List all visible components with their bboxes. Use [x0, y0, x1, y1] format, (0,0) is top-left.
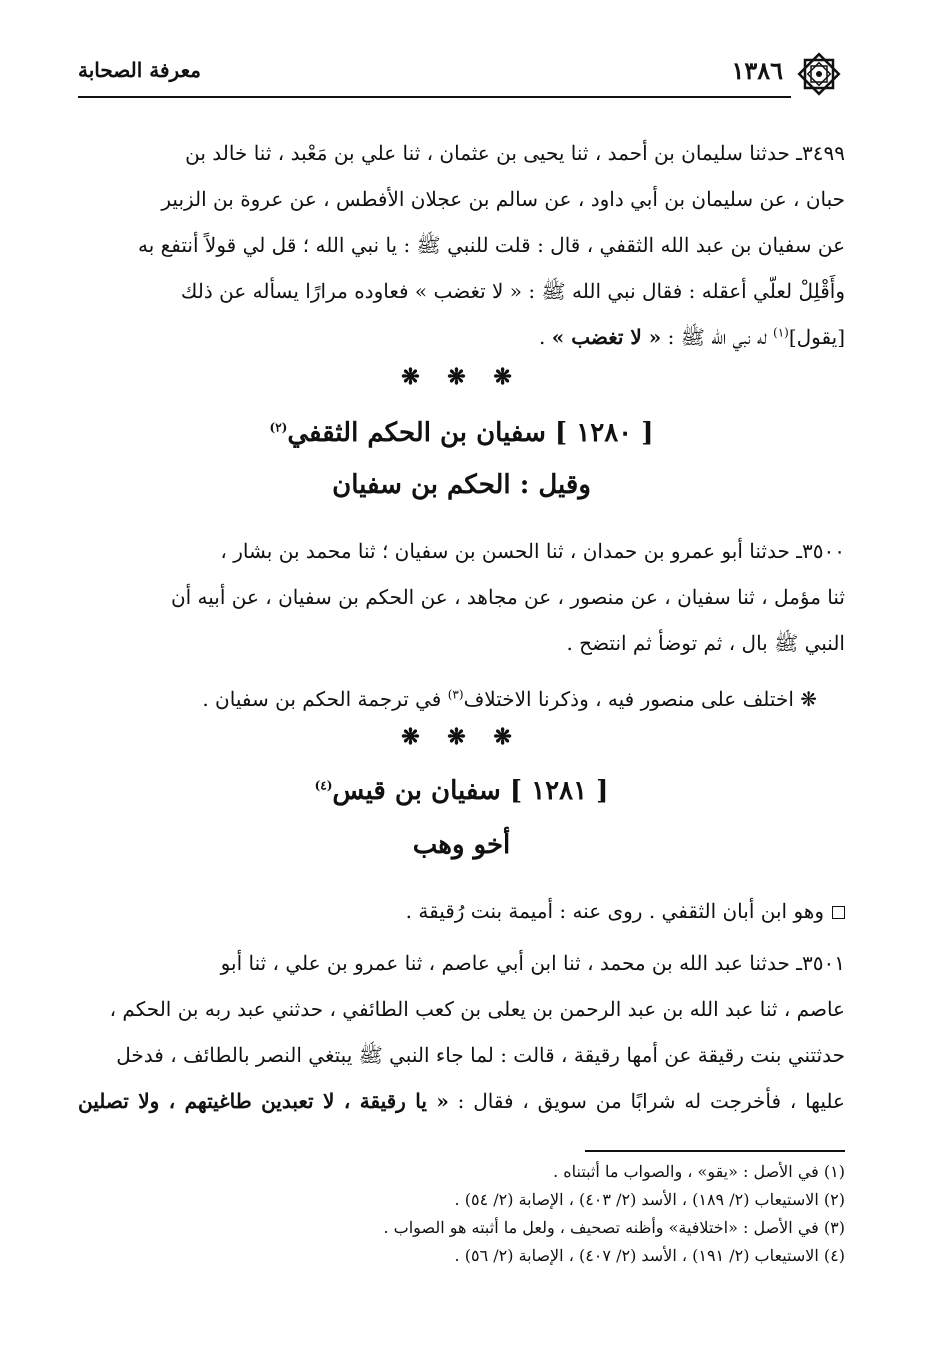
hadith-3501 — [78, 940, 845, 1124]
bold-quote: « يا رقيقة ، لا تعبدين طاغيتهم ، ولا تصلين — [78, 1089, 449, 1113]
text-line: وأَقْلِلْ لعلّي أعقله : فقال نبي الله ﷺ : « لا تغضب » فعاوده مرارًا يسأله عن ذلك — [180, 279, 845, 303]
text-line — [78, 314, 845, 360]
square-bullet-icon — [832, 906, 845, 919]
entry-title-text: [ ١٢٨٠ ] سفيان بن الحكم الثقفي — [287, 418, 654, 448]
page-header — [78, 52, 845, 98]
hadith-3500 — [78, 528, 845, 666]
book-page — [78, 0, 845, 1351]
text-line: عاصم ، ثنا عبد الله بن عبد الرحمن بن يعلى بن كعب الطائفي ، حدثني عبد ربه بن الحكم ، — [109, 997, 845, 1021]
line-text: ❋ اختلف على منصور فيه ، وذكرنا الاختلاف — [463, 687, 817, 711]
text-line: ٣٥٠٠ـ حدثنا أبو عمرو بن حمدان ، ثنا الحسن بن سفيان ؛ ثنا محمد بن بشار ، — [220, 539, 845, 563]
text-line — [78, 676, 817, 722]
text-line: ثنا مؤمل ، ثنا سفيان ، عن منصور ، عن مجاهد ، عن الحكم بن سفيان ، عن أبيه أن — [170, 585, 845, 609]
bio-1281 — [78, 888, 845, 934]
footnote-2: (٢) الاستيعاب (٢/ ١٨٩) ، الأسد (٢/ ٤٠٣) ، الإصابة (٢/ ٥٤) . — [454, 1190, 845, 1209]
footnotes — [78, 1158, 845, 1270]
line-text: في ترجمة الحكم بن سفيان . — [202, 687, 448, 711]
footnote-rule — [585, 1150, 845, 1152]
footnote-ref: (٢) — [269, 420, 288, 435]
running-title: معرفة الصحابة — [78, 58, 201, 82]
entry-1280-title — [78, 418, 845, 448]
entry-title-text: [ ١٢٨١ ] سفيان بن قيس — [332, 776, 609, 806]
hadith-3499 — [78, 130, 845, 360]
line-text: وهو ابن أبان الثقفي . روى عنه : أميمة بنت رُقيقة . — [405, 899, 824, 923]
footnote-1: (١) في الأصل : «يقو» ، والصواب ما أثبتناه . — [553, 1162, 845, 1181]
page-number: ١٣٨٦ — [731, 56, 783, 85]
bracket-text: [يقول] — [788, 325, 845, 349]
text-line: ٣٥٠١ـ حدثنا عبد الله بن محمد ، ثنا ابن أبي عاصم ، ثنا عمرو بن علي ، ثنا أبو — [220, 951, 845, 975]
star-ornament-icon — [795, 50, 843, 98]
separator-stars: ❋ ❋ ❋ — [401, 724, 522, 750]
header-rule — [78, 96, 791, 98]
line-text: عليها ، فأخرجت له شرابًا من سويق ، فقال : — [448, 1089, 845, 1113]
footnote-ref: (١) — [773, 325, 789, 340]
bold-quote: « لا تغضب » — [551, 325, 662, 349]
text-line: ٣٤٩٩ـ حدثنا سليمان بن أحمد ، ثنا يحيى بن عثمان ، ثنا علي بن مَعْبد ، ثنا خالد بن — [185, 141, 845, 165]
text-line: حبان ، عن سليمان بن أبي داود ، عن سالم بن عجلان الأفطس ، عن عروة بن الزبير — [161, 187, 845, 211]
footnote-ref: (٣) — [447, 687, 464, 702]
entry-1281-subtitle: أخو وهب — [412, 830, 511, 860]
text-line: عن سفيان بن عبد الله الثقفي ، قال : قلت للنبي ﷺ : يا نبي الله ؛ قل لي قولاً أنتفع به — [137, 233, 845, 257]
text-line — [78, 1078, 845, 1124]
line-text: له نبي الله ﷺ : — [661, 325, 774, 349]
footnote-ref: (٤) — [314, 778, 333, 793]
line-end: . — [539, 325, 552, 349]
text-line: حدثتني بنت رقيقة عن أمها رقيقة ، قالت : لما جاء النبي ﷺ يبتغي النصر بالطائف ، فدخل — [116, 1043, 845, 1067]
footnote-3: (٣) في الأصل : «اختلافية» وأظنه تصحيف ، ولعل ما أثبته هو الصواب . — [383, 1218, 845, 1237]
text-line — [78, 888, 845, 934]
note-3500 — [78, 676, 845, 722]
entry-1280-subtitle: وقيل : الحكم بن سفيان — [332, 470, 591, 500]
separator-stars: ❋ ❋ ❋ — [401, 364, 522, 390]
entry-1281-title — [78, 776, 845, 806]
footnote-4: (٤) الاستيعاب (٢/ ١٩١) ، الأسد (٢/ ٤٠٧) ، الإصابة (٢/ ٥٦) . — [454, 1246, 845, 1265]
text-line: النبي ﷺ بال ، ثم توضأ ثم انتضح . — [566, 631, 845, 655]
